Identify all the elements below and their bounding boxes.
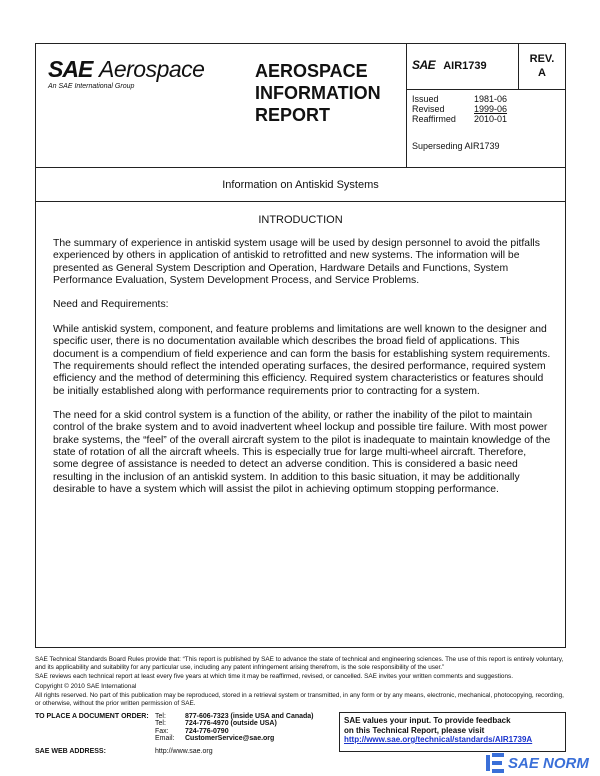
footer-note: SAE Technical Standards Board Rules provide that: “This report is published by SAE to advance the state of technical and engineering sciences. The use of this report is entirely voluntary, and its applicability and suitability for any particular use, including any patent infringement arising therefrom, is the sole responsibility of the user.” (35, 656, 564, 671)
subject-row (36, 168, 565, 202)
column-divider (518, 44, 519, 89)
feedback-text: on this Technical Report, please visit (344, 725, 485, 735)
doc-number-text: AIR1739 (443, 60, 487, 72)
paragraph: The summary of experience in antiskid system usage will be used by design personnel to avoid the pitfalls experienced by others in application of antiskid to retrofitted and new systems. The information will be presented as General System Description and Operation, Hardware Details and Functions, System Performance Evaluation, System Development Process, and Service Problems. (53, 238, 540, 286)
order-label: TO PLACE A DOCUMENT ORDER: (35, 713, 149, 720)
paragraph: The need for a skid control system is a function of the ability, or rather the inability of the pilot to maintain control of the brake system and to avoid inadvertent wheel lockup and possible tire failure. With most power brake systems, the “feel” of the overall aircraft system to the pilot is inadequate to maintain knowledge of the state of rotation of all the aircraft wheels. This is especially true for large multi-wheel aircraft. Therefore, some degree of assistance is needed to detect an adverse condition. This is considered a basic need resulting in the inclusion of an antiskid system. In addition to this basic situation, it may be additionally desirable to have a system which will assist the pilot in achieving optimum stopping performance. (53, 410, 551, 495)
rev-value: A (538, 67, 546, 79)
contact-row (35, 720, 335, 727)
date-row (412, 104, 542, 114)
column-divider (406, 44, 407, 168)
watermark-icon (486, 753, 504, 773)
sae-mini-logo: SAE (412, 58, 436, 72)
introduction-heading: INTRODUCTION (258, 214, 343, 226)
feedback-text: SAE values your input. To provide feedback (344, 716, 511, 725)
date-row (412, 114, 542, 124)
revision-box (520, 52, 564, 80)
logo-sae-text: SAE (48, 56, 93, 82)
paragraph: While antiskid system, component, and feature problems and limitations are well known to the designer and specific user, there is no documentation available which describes the broad field of applications. This document is a compendium of field experience and can form the basis for establishing system requirements. The requirements should reflect the intended operating surfaces, the desired performance, required system efficiency and the method of determining this efficiency. Required system characteristics or features should be initially established along with performance requirements prior to contracting for a system. (53, 324, 551, 397)
web-address-link[interactable]: http://www.sae.org (155, 748, 213, 755)
row-divider (406, 89, 565, 90)
contact-value: 724-776-0790 (185, 727, 229, 735)
watermark-text: SAE NORM (508, 755, 589, 772)
contact-key: Email: (155, 735, 175, 743)
sae-aerospace-logo (48, 56, 208, 96)
contact-key: Tel: (155, 713, 166, 720)
contact-value: 877-606-7323 (inside USA and Canada) (185, 713, 314, 720)
rights-note: All rights reserved. No part of this publication may be reproduced, stored in a retrieval system or transmitted, in any form or by any means, electronic, mechanical, photocopying, recording, or otherwise, without the prior written permission of SAE. (35, 692, 564, 707)
feedback-box (339, 712, 566, 752)
rev-label: REV. (529, 53, 555, 65)
contact-key: Tel: (155, 720, 166, 728)
email-link[interactable]: CustomerService@sae.org (185, 735, 275, 743)
report-title: AEROSPACE INFORMATION REPORT (255, 61, 381, 125)
logo-subtitle: An SAE International Group (48, 83, 135, 90)
date-label: Revised (412, 104, 445, 114)
copyright: Copyright © 2010 SAE International (35, 682, 137, 690)
contact-row (35, 713, 335, 720)
feedback-link[interactable]: http://www.sae.org/technical/standards/AIR1739A (344, 735, 533, 744)
date-value: 2010-01 (474, 114, 508, 124)
date-value: 1981-06 (474, 94, 508, 104)
footer-note: SAE reviews each technical report at least every five years at which time it may be reaffirmed, revised, or cancelled. SAE invites your written comments and suggestions. (35, 673, 513, 681)
order-contacts (35, 713, 335, 743)
date-value: 1999-06 (474, 104, 508, 114)
document-subject: Information on Antiskid Systems (222, 179, 379, 191)
web-address-label: SAE WEB ADDRESS: (35, 748, 106, 755)
logo-aerospace-text: Aerospace (99, 56, 205, 82)
superseding-note: Superseding AIR1739 (412, 141, 500, 151)
contact-row (35, 728, 335, 735)
date-label: Reaffirmed (412, 114, 456, 124)
date-row (412, 94, 542, 104)
date-label: Issued (412, 94, 439, 104)
document-frame (35, 43, 566, 648)
document-number (412, 58, 487, 72)
body-text (53, 238, 553, 509)
paragraph: Need and Requirements: (53, 299, 169, 311)
sae-norm-watermark (484, 749, 600, 776)
footer-notes (35, 656, 566, 710)
contact-row (35, 735, 335, 742)
header-row (36, 44, 565, 168)
dates-block (412, 94, 542, 124)
contact-key: Fax: (155, 727, 169, 735)
contact-value: 724-776-4970 (outside USA) (185, 720, 277, 728)
